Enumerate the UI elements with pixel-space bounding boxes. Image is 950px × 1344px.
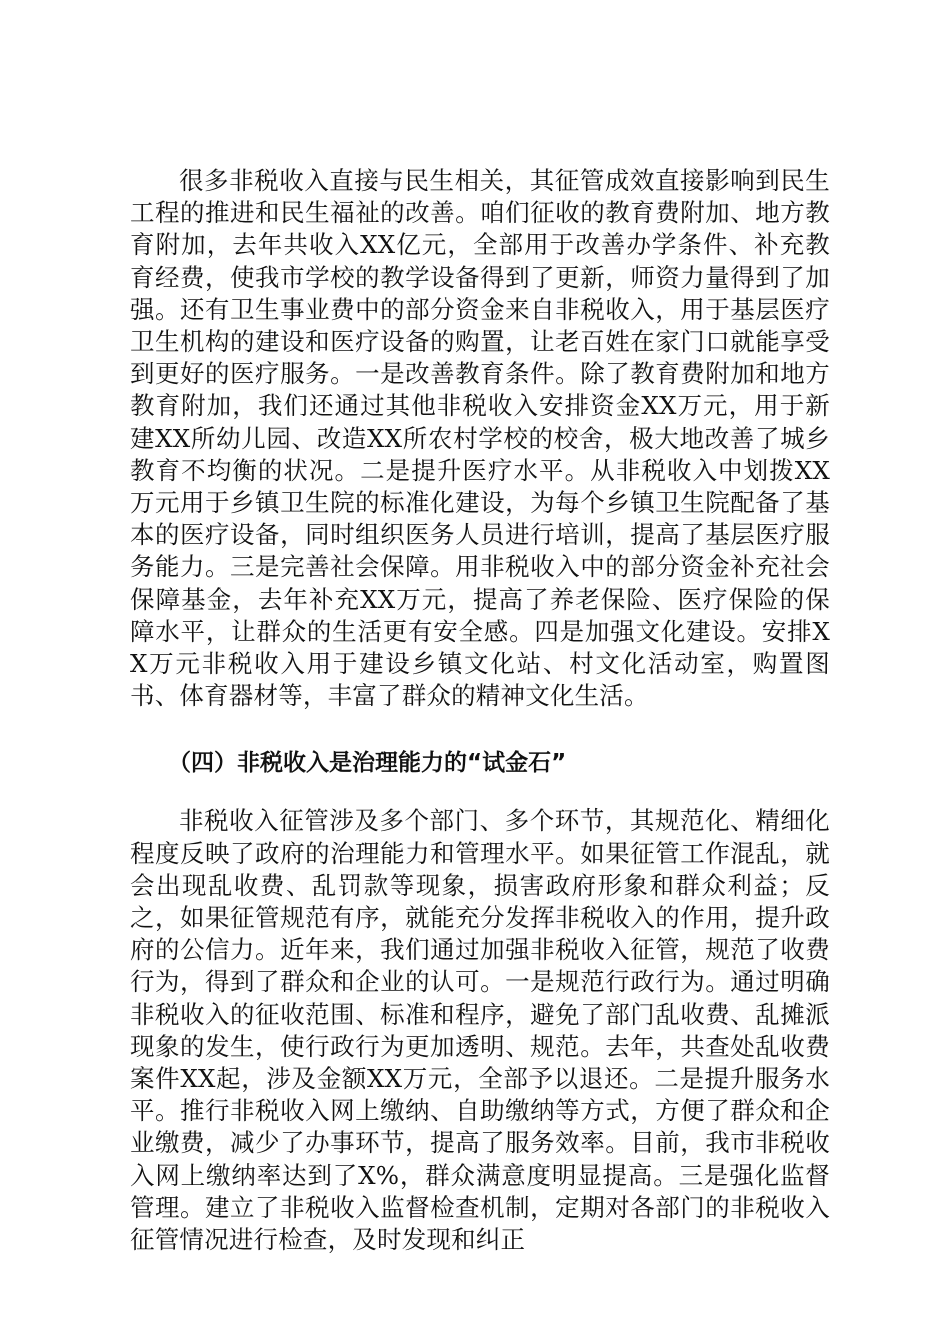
body-paragraph: 非税收入征管涉及多个部门、多个环节，其规范化、精细化程度反映了政府的治理能力和管理水平。如果征管工作混乱，就会出现乱收费、乱罚款等现象，损害政府形象和群众利益；反之，如果征管规范有序，就能充分发挥非税收入的作用，提升政府的公信力。近年来，我们通过加强非税收入征管，规范了收费行为，得到了群众和企业的认可。一是规范行政行为。通过明确非税收入的征收范围、标准和程序，避免了部门乱收费、乱摊派现象的发生，使行政行为更加透明、规范。去年，共查处乱收费案件XX起，涉及金额XX万元，全部予以退还。二是提升服务水平。推行非税收入网上缴纳、自助缴纳等方式，方便了群众和企业缴费，减少了办事环节，提高了服务效率。目前，我市非税收入网上缴纳率达到了X%，群众满意度明显提高。三是强化监督管理。建立了非税收入监督检查机制，定期对各部门的非税收入征管情况进行检查，及时发现和纠正: [130, 806, 830, 1255]
section-heading: （四）非税收入是治理能力的“试金石”: [168, 750, 567, 777]
body-paragraph: 很多非税收入直接与民生相关，其征管成效直接影响到民生工程的推进和民生福祉的改善。咱们征收的教育费附加、地方教育附加，去年共收入XX亿元，全部用于改善办学条件、补充教育经费，使我市学校的教学设备得到了更新，师资力量得到了加强。还有卫生事业费中的部分资金来自非税收入，用于基层医疗卫生机构的建设和医疗设备的购置，让老百姓在家门口就能享受到更好的医疗服务。一是改善教育条件。除了教育费附加和地方教育附加，我们还通过其他非税收入安排资金XX万元，用于新建XX所幼儿园、改造XX所农村学校的校舍，极大地改善了城乡教育不均衡的状况。二是提升医疗水平。从非税收入中划拨XX万元用于乡镇卫生院的标准化建设，为每个乡镇卫生院配备了基本的医疗设备，同时组织医务人员进行培训，提高了基层医疗服务能力。三是完善社会保障。用非税收入中的部分资金补充社会保障基金，去年补充XX万元，提高了养老保险、医疗保险的保障水平，让群众的生活更有安全感。四是加强文化建设。安排XX万元非税收入用于建设乡镇文化站、村文化活动室，购置图书、体育器材等，丰富了群众的精神文化生活。: [130, 166, 830, 711]
document-body: [130, 165, 830, 1256]
